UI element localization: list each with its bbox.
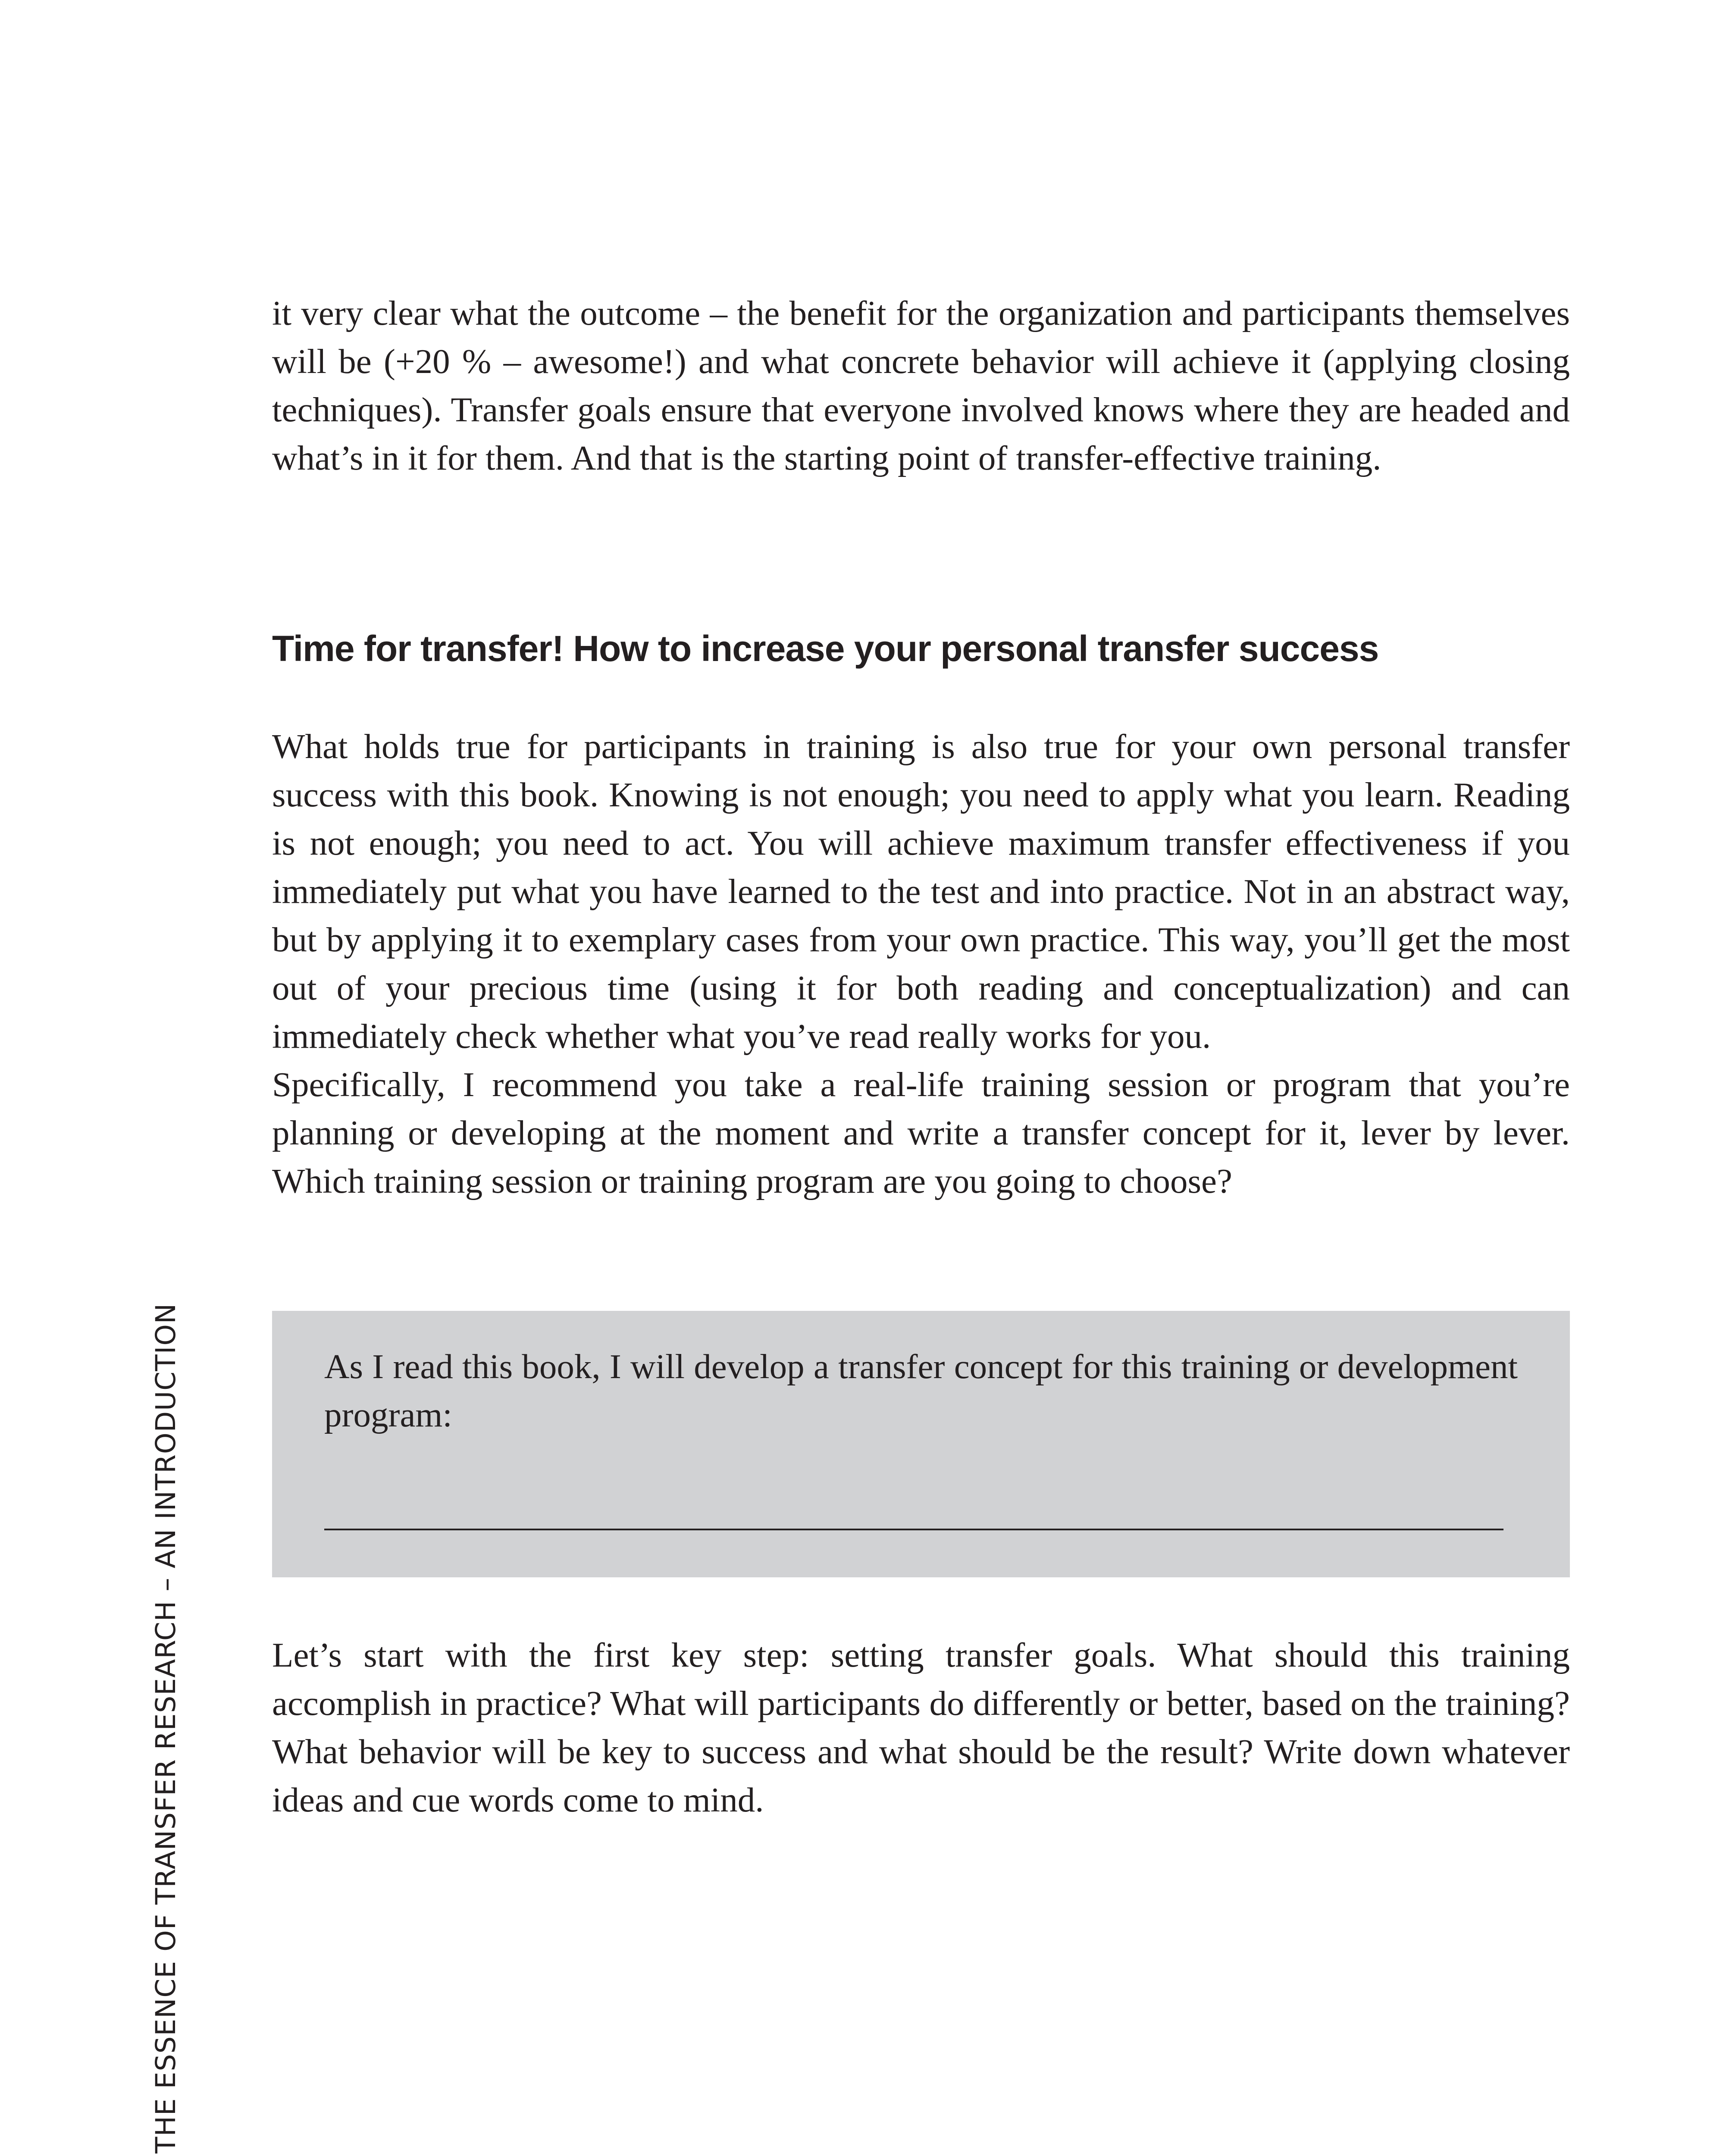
section-body: [272, 722, 1570, 1205]
section-paragraph-2: Specifically, I recommend you take a real-life training session or program that you’re planning or developing at the moment and write a transfer concept for it, lever by lever. Which training session or training program are you going to choose?: [272, 1065, 1570, 1200]
intro-paragraph: it very clear what the outcome – the benefit for the organization and participants themselves will be (+20 % – awesome!) and what concrete behavior will achieve it (applying closing techniques). Transfer goals ensure that everyone involved knows where they are headed and what’s in it for them. And that is the starting point of transfer-effective training.: [272, 294, 1570, 477]
exercise-box: [272, 1311, 1570, 1577]
section-paragraph-1: What holds true for participants in training is also true for your own personal transfer success with this book. Knowing is not enough; you need to apply what you learn. Reading is not enough; you need to act. You will achieve maximum transfer effectiveness if you immediately put what you have learned to the test and into practice. Not in an abstract way, but by applying it to exemplary cases from your own practice. This way, you’ll get the most out of your precious time (using it for both reading and conceptualization) and can immediately check whether what you’ve read really works for you.: [272, 727, 1570, 1056]
closing-paragraph: Let’s start with the first key step: setting transfer goals. What should this training accomplish in practice? What will participants do differently or better, based on the training? What behavior will be key to success and what should be the result? Write down whatever ideas and cue words come to mind.: [272, 1636, 1570, 1819]
running-head: THE ESSENCE OF TRANSFER RESEARCH – AN INTRODUCTION: [150, 1303, 182, 2153]
section-heading: Time for transfer! How to increase your personal transfer success: [272, 628, 1379, 669]
answer-line: [324, 1529, 1503, 1530]
exercise-prompt: As I read this book, I will develop a transfer concept for this training or development program:: [324, 1347, 1518, 1434]
